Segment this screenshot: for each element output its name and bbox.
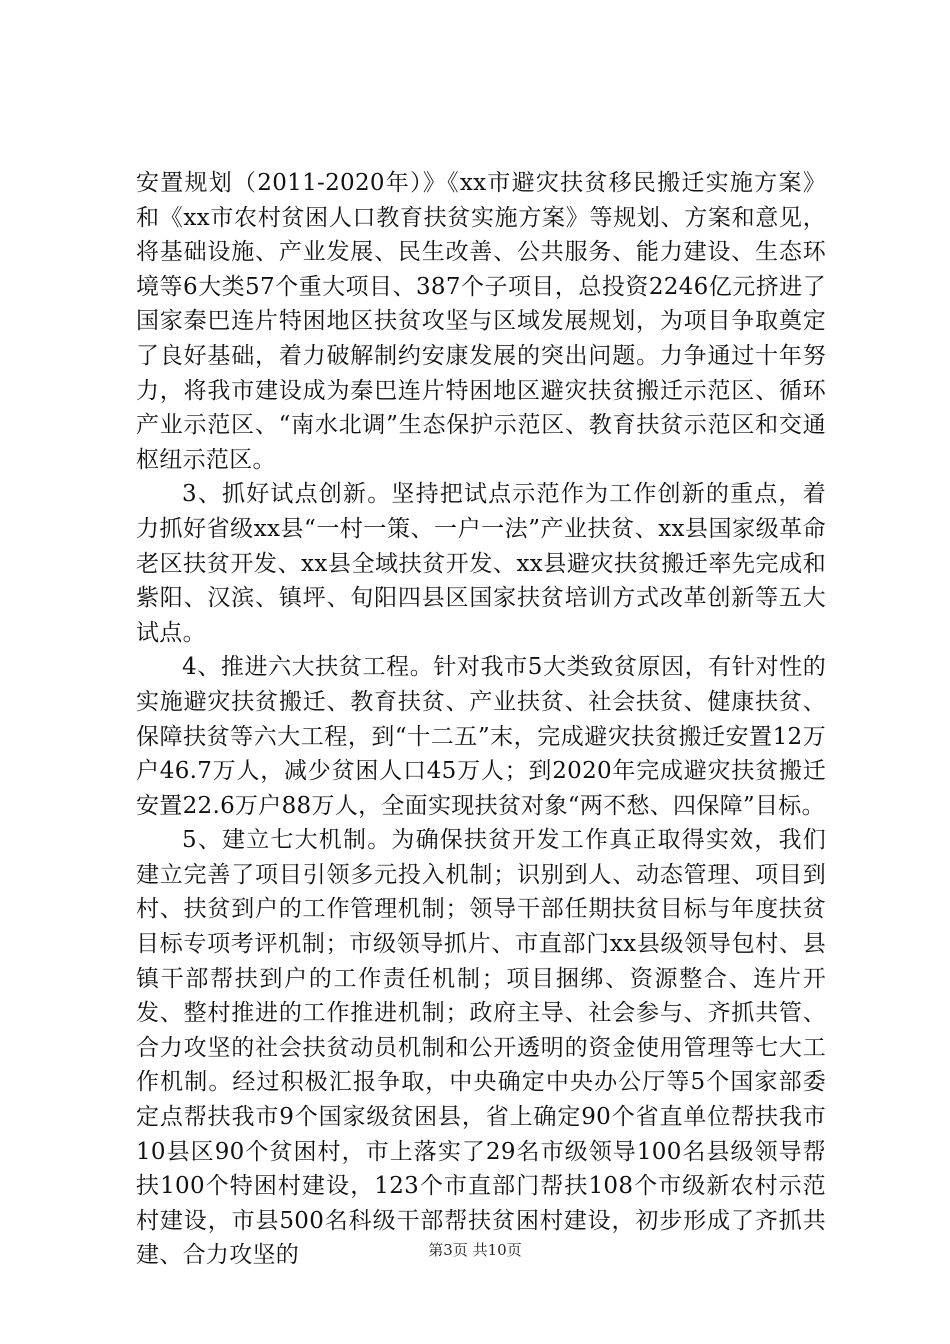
- paragraph-six-projects: 4、推进六大扶贫工程。针对我市5大类致贫原因，有针对性的实施避灾扶贫搬迁、教育扶贫、产业扶贫、社会扶贫、健康扶贫、保障扶贫等六大工程，到“十二五”末，完成避灾扶贫搬迁安置12万户46.7万人，减少贫困人口45万人；到2020年完成避灾扶贫搬迁安置22.6万户88万人，全面实现扶贫对象“两不愁、四保障”目标。: [136, 654, 826, 819]
- page-footer: 第3页 共10页: [428, 1241, 522, 1259]
- paragraph-continuation: 安置规划（2011-2020年）》《xx市避灾扶贫移民搬迁实施方案》和《xx市农村贫困人口教育扶贫实施方案》等规划、方案和意见，将基础设施、产业发展、民生改善、公共服务、能力建设、生态环境等6大类57个重大项目、387个子项目，总投资2246亿元挤进了国家秦巴连片特困地区扶贫攻坚与区域发展规划，为项目争取奠定了良好基础，着力破解制约安康发展的突出问题。力争通过十年努力，将我市建设成为秦巴连片特困地区避灾扶贫搬迁示范区、循环产业示范区、“南水北调”生态保护示范区、教育扶贫示范区和交通枢纽示范区。: [136, 170, 826, 473]
- paragraph-seven-mechanisms: 5、建立七大机制。为确保扶贫开发工作真正取得实效，我们建立完善了项目引领多元投入机制；识别到人、动态管理、项目到村、扶贫到户的工作管理机制；领导干部任期扶贫目标与年度扶贫目标专项考评机制；市级领导抓片、市直部门xx县级领导包村、县镇干部帮扶到户的工作责任机制；项目捆绑、资源整合、连片开发、整村推进的工作推进机制；政府主导、社会参与、齐抓共管、合力攻坚的社会扶贫动员机制和公开透明的资金使用管理等七大工作机制。经过积极汇报争取，中央确定中央办公厅等5个国家部委定点帮扶我市9个国家级贫困县，省上确定90个省直单位帮扶我市10县区90个贫困村，市上落实了29名市级领导100名县级领导帮扶100个特困村建设，123个市直部门帮扶108个市级新农村示范村建设，市县500名科级干部帮扶贫困村建设，初步形成了齐抓共建、合力攻坚的: [136, 827, 826, 1269]
- document-body: [136, 166, 826, 1273]
- paragraph-pilot-innovation: 3、抓好试点创新。坚持把试点示范作为工作创新的重点，着力抓好省级xx县“一村一策、一户一法”产业扶贫、xx县国家级革命老区扶贫开发、xx县全域扶贫开发、xx县避灾扶贫搬迁率先完成和紫阳、汉滨、镇坪、旬阳四县区国家扶贫培训方式改革创新等五大试点。: [136, 481, 826, 646]
